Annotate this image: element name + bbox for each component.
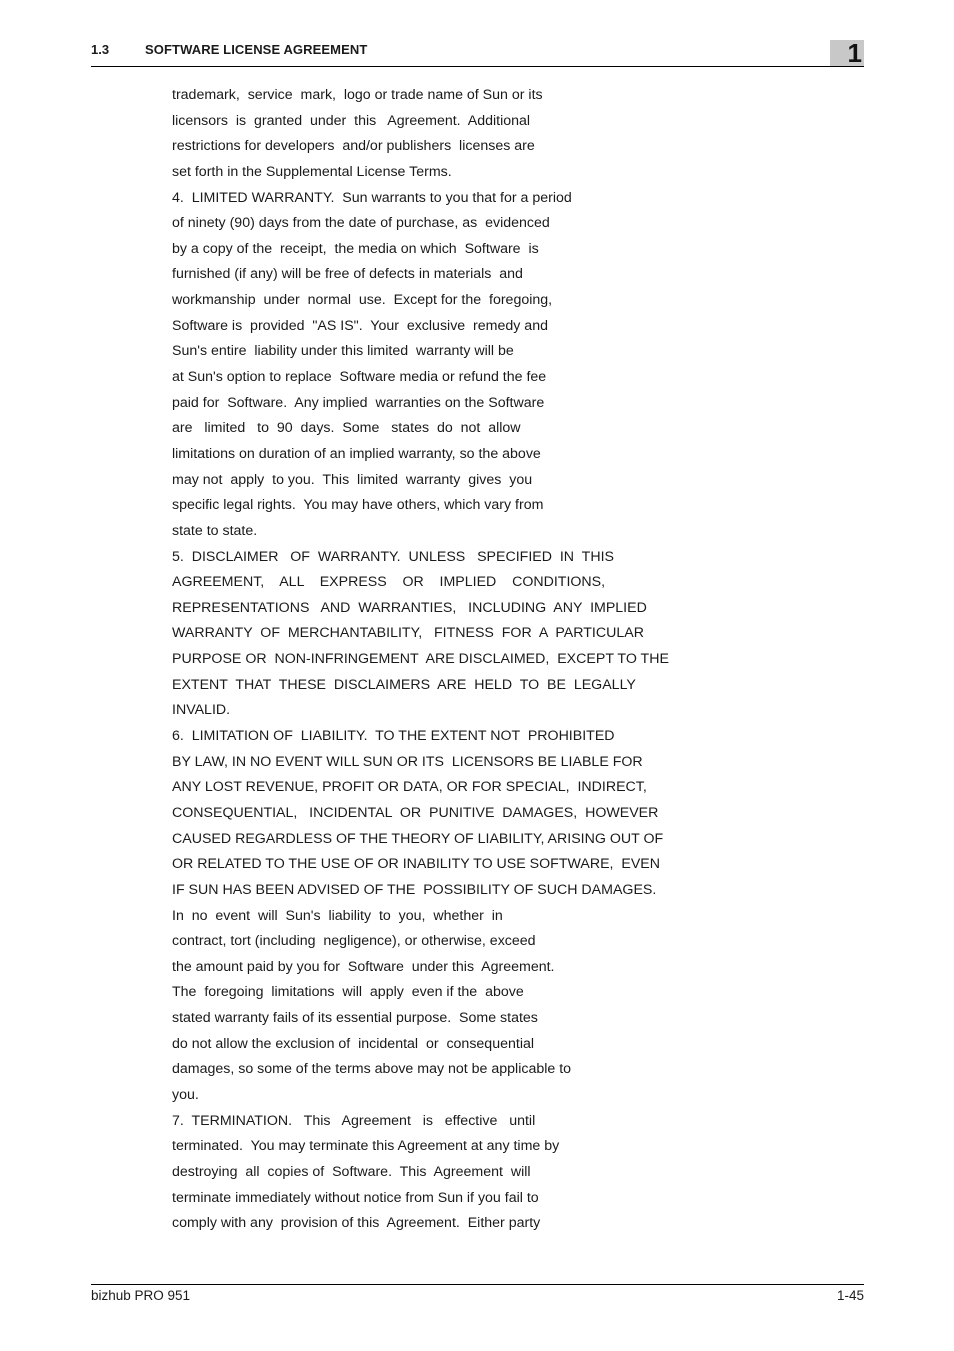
text-line: by a copy of the receipt, the media on which Software is (172, 240, 539, 257)
text-line: workmanship under normal use. Except for the foregoing, (172, 292, 553, 309)
text-line: ANY LOST REVENUE, PROFIT OR DATA, OR FOR SPECIAL, INDIRECT, (172, 779, 647, 796)
section-title: SOFTWARE LICENSE AGREEMENT (145, 42, 368, 57)
text-line: the amount paid by you for Software under this Agreement. (172, 958, 555, 975)
text-line: The foregoing limitations will apply even if the above (172, 984, 524, 1001)
text-line: furnished (if any) will be free of defects in materials and (172, 266, 523, 283)
text-line: PURPOSE OR NON-INFRINGEMENT ARE DISCLAIMED, EXCEPT TO THE (172, 651, 669, 668)
text-line: restrictions for developers and/or publishers licenses are (172, 138, 535, 155)
text-line: comply with any provision of this Agreement. Either party (172, 1215, 541, 1232)
text-line: limitations on duration of an implied warranty, so the above (172, 445, 541, 462)
text-line: INVALID. (172, 702, 231, 719)
text-line: state to state. (172, 522, 258, 539)
text-line: at Sun's option to replace Software media or refund the fee (172, 369, 547, 386)
text-line: 7. TERMINATION. This Agreement is effective until (172, 1112, 536, 1129)
text-line: specific legal rights. You may have others, which vary from (172, 497, 544, 514)
text-line: EXTENT THAT THESE DISCLAIMERS ARE HELD TO BE LEGALLY (172, 676, 636, 693)
footer-page-number: 1-45 (836, 1288, 864, 1303)
text-line: are limited to 90 days. Some states do not allow (172, 420, 521, 437)
text-line: may not apply to you. This limited warranty gives you (172, 471, 533, 488)
text-line: 4. LIMITED WARRANTY. Sun warrants to you that for a period (172, 189, 572, 206)
footer-product-name: bizhub PRO 951 (91, 1288, 191, 1303)
text-line: licensors is granted under this Agreement. Additional (172, 112, 531, 129)
text-line: terminate immediately without notice from Sun if you fail to (172, 1189, 539, 1206)
text-line: you. (172, 1086, 199, 1103)
text-line: destroying all copies of Software. This Agreement will (172, 1163, 531, 1180)
chapter-number: 1 (847, 38, 862, 68)
text-line: In no event will Sun's liability to you, whether in (172, 907, 503, 924)
text-line: REPRESENTATIONS AND WARRANTIES, INCLUDING ANY IMPLIED (172, 599, 647, 616)
text-line: AGREEMENT, ALL EXPRESS OR IMPLIED CONDITIONS, (172, 574, 606, 591)
page-header (91, 38, 864, 67)
text-line: contract, tort (including negligence), or otherwise, exceed (172, 933, 536, 950)
text-line: 5. DISCLAIMER OF WARRANTY. UNLESS SPECIFIED IN THIS (172, 548, 614, 565)
text-line: IF SUN HAS BEEN ADVISED OF THE POSSIBILITY OF SUCH DAMAGES. (172, 881, 657, 898)
text-line: OR RELATED TO THE USE OF OR INABILITY TO USE SOFTWARE, EVEN (172, 856, 660, 873)
text-line: of ninety (90) days from the date of purchase, as evidenced (172, 215, 550, 232)
text-line: stated warranty fails of its essential purpose. Some states (172, 1010, 538, 1027)
text-line: paid for Software. Any implied warranties on the Software (172, 394, 545, 411)
section-number: 1.3 (91, 42, 110, 57)
text-line: BY LAW, IN NO EVENT WILL SUN OR ITS LICENSORS BE LIABLE FOR (172, 753, 643, 770)
text-line: 6. LIMITATION OF LIABILITY. TO THE EXTENT NOT PROHIBITED (172, 728, 615, 745)
text-line: damages, so some of the terms above may not be applicable to (172, 1061, 572, 1078)
chapter-tab (830, 40, 864, 66)
text-line: WARRANTY OF MERCHANTABILITY, FITNESS FOR A PARTICULAR (172, 625, 644, 642)
text-line: set forth in the Supplemental License Terms. (172, 163, 452, 180)
page-footer (91, 1284, 864, 1309)
text-line: Software is provided "AS IS". Your exclusive remedy and (172, 317, 548, 334)
text-line: CAUSED REGARDLESS OF THE THEORY OF LIABILITY, ARISING OUT OF (172, 830, 664, 847)
text-line: terminated. You may terminate this Agreement at any time by (172, 1138, 560, 1155)
text-line: CONSEQUENTIAL, INCIDENTAL OR PUNITIVE DAMAGES, HOWEVER (172, 804, 659, 821)
text-line: Sun's entire liability under this limited warranty will be (172, 343, 514, 360)
license-text-body (172, 83, 692, 1237)
text-line: do not allow the exclusion of incidental or consequential (172, 1035, 535, 1052)
text-line: trademark, service mark, logo or trade name of Sun or its (172, 87, 543, 103)
